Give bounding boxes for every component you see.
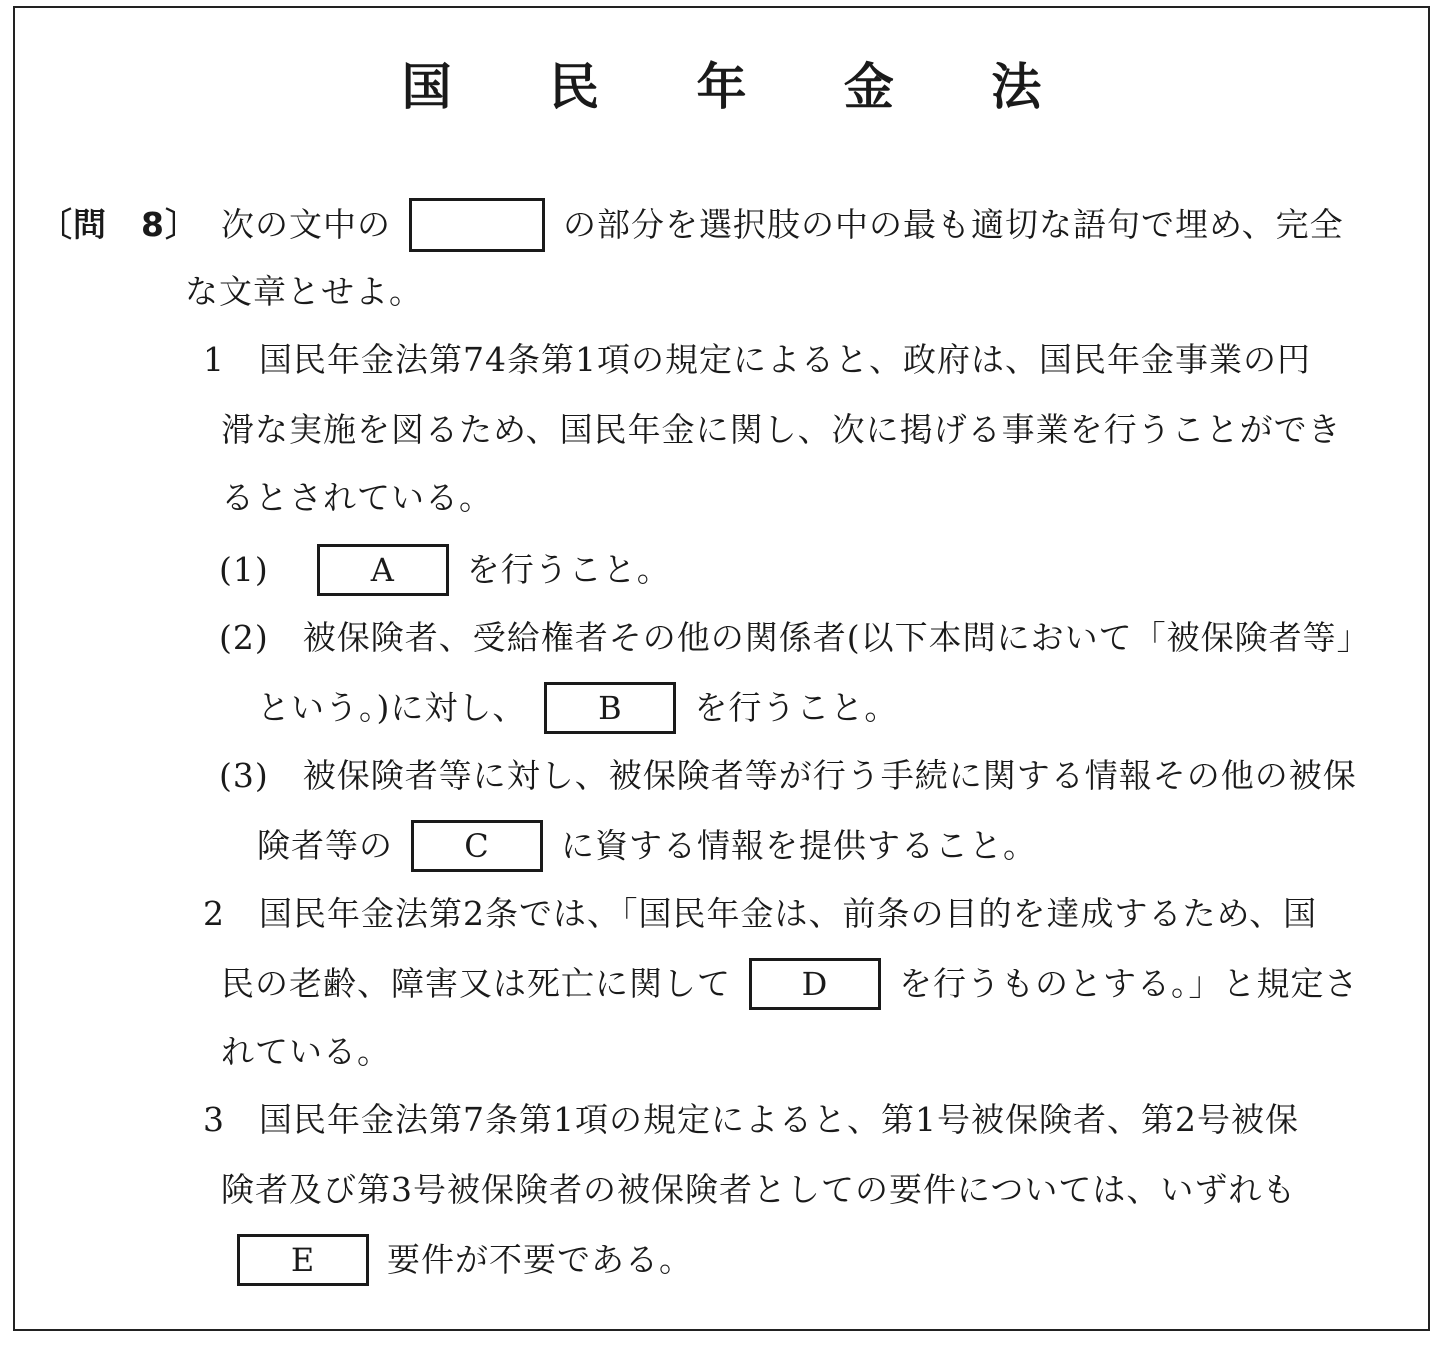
sub3-text-pre: 険者等の <box>257 826 393 865</box>
sub2-text-post: を行うこと。 <box>694 688 899 727</box>
question-label: 〔問 8〕 <box>39 205 199 244</box>
blank-box-c: C <box>411 820 543 872</box>
item1-line-3: るとされている。 <box>221 478 493 517</box>
sub1-line <box>219 546 671 598</box>
item3-text-post: 要件が不要である。 <box>387 1240 693 1279</box>
item2-text-post: を行うものとする。」と規定さ <box>899 964 1359 1003</box>
sub3-line-1: (3) 被保険者等に対し、被保険者等が行う手続に関する情報その他の被保 <box>219 756 1357 795</box>
sub3-text-post: に資する情報を提供すること。 <box>561 826 1037 865</box>
blank-box-b: B <box>544 682 676 734</box>
question-line-1 <box>39 200 1344 254</box>
sub2-text-pre: という。)に対し、 <box>257 688 527 727</box>
item2-line-2 <box>221 960 1359 1012</box>
item2-text-pre: 民の老齢、障害又は死亡に関して <box>221 964 731 1003</box>
instruction-text-post: の部分を選択肢の中の最も適切な語句で埋め、完全 <box>562 205 1344 244</box>
exam-page <box>13 6 1430 1331</box>
item1-line-1: 1 国民年金法第74条第1項の規定によると、政府は、国民年金事業の円 <box>203 340 1311 379</box>
item3-line-3 <box>221 1236 693 1288</box>
instruction-text-pre: 次の文中の <box>220 205 391 244</box>
item3-line-2: 険者及び第3号被保険者の被保険者としての要件については、いずれも <box>221 1170 1297 1209</box>
blank-box-a: A <box>317 544 449 596</box>
item2-line-3: れている。 <box>221 1032 391 1071</box>
sub2-line-1: (2) 被保険者、受給権者その他の関係者(以下本問において「被保険者等」 <box>219 618 1371 657</box>
blank-box-d: D <box>749 958 881 1010</box>
sub2-line-2 <box>257 684 898 736</box>
item1-line-2: 滑な実施を図るため、国民年金に関し、次に掲げる事業を行うことができ <box>221 410 1342 449</box>
item2-line-1: 2 国民年金法第2条では、「国民年金は、前条の目的を達成するため、国 <box>203 894 1318 933</box>
sub1-number: (1) <box>219 550 269 589</box>
sub1-text: を行うこと。 <box>466 550 671 589</box>
blank-box-e: E <box>237 1234 369 1286</box>
sub3-line-2 <box>257 822 1037 874</box>
item3-line-1: 3 国民年金法第7条第1項の規定によると、第1号被保険者、第2号被保 <box>203 1100 1299 1139</box>
blank-example-box <box>409 198 545 252</box>
question-line-2: な文章とせよ。 <box>185 272 423 311</box>
page-title: 国 民 年 金 法 <box>401 57 1082 116</box>
